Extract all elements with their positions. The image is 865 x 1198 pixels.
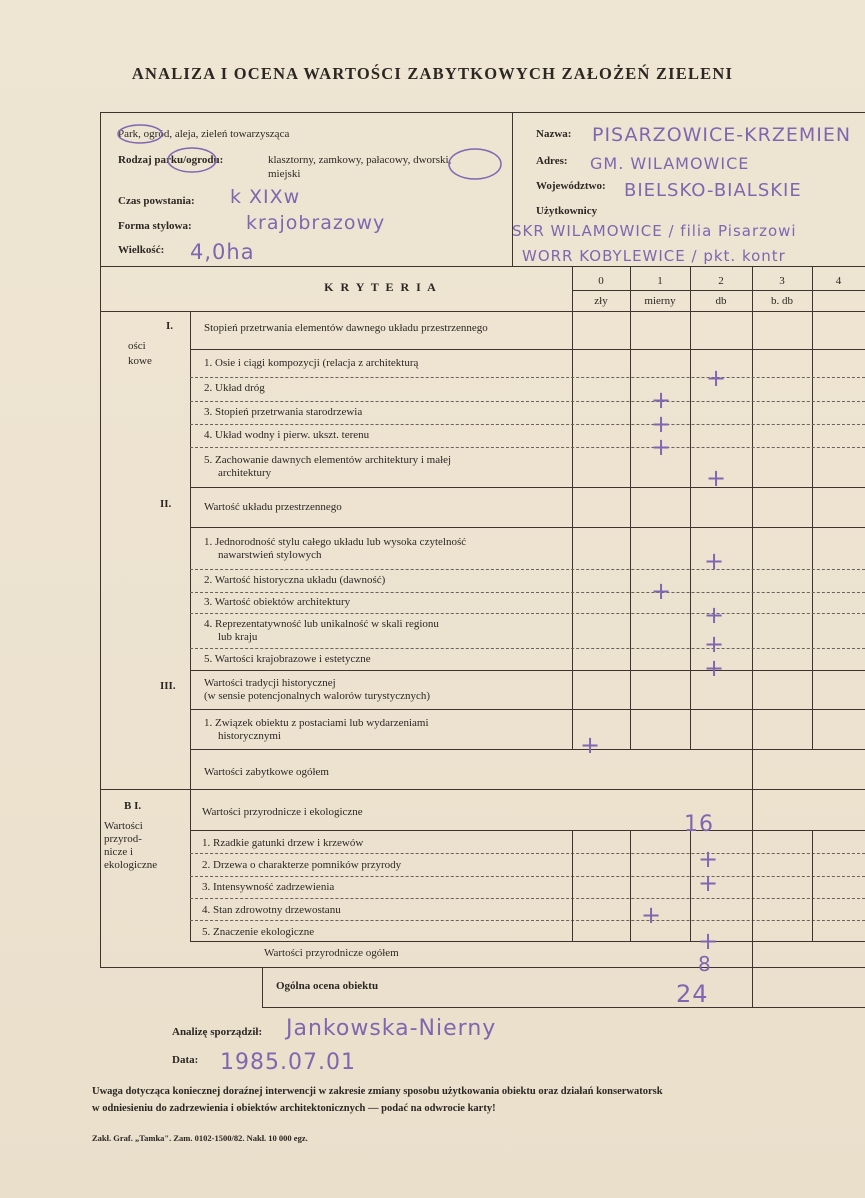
score-4-num: 4 — [835, 275, 842, 287]
handwritten-date: 1985.07.01 — [220, 1050, 356, 1075]
a1-row-1: 1. Osie i ciągi kompozycji (relacja z architekturą — [204, 357, 419, 369]
row-line — [190, 898, 865, 899]
row-line — [190, 613, 865, 614]
section-a3-heading-2: (w sensie potencjonalnych walorów turystycznych) — [204, 690, 431, 702]
row-line — [190, 569, 865, 570]
row-line — [190, 749, 865, 750]
mark-a2-4: + — [704, 630, 725, 658]
mark-a1-3: + — [651, 410, 672, 438]
a2-row-2: 2. Wartość historyczna układu (dawność) — [204, 574, 386, 586]
footer-note-1: Uwaga dotycząca koniecznej doraźnej interwencji w zakresie zmiany sposobu użytkowania obiektu oraz działań konserwatorsk — [92, 1086, 663, 1097]
section-b-side-2: przyrod- — [104, 833, 142, 845]
a1-row-4: 4. Układ wodny i pierw. ukszt. terenu — [204, 429, 370, 441]
column-line — [630, 830, 631, 941]
handwritten-circles — [110, 120, 530, 190]
row-line — [190, 648, 865, 649]
mark-b-3: + — [641, 901, 662, 929]
score-1-label: mierny — [644, 295, 676, 307]
section-b-heading: Wartości przyrodnicze i ekologiczne — [202, 806, 363, 818]
row-line — [190, 876, 865, 877]
row-line — [190, 853, 865, 854]
score-2-num: 2 — [718, 275, 724, 287]
przyrodnicze-total-label: Wartości przyrodnicze ogółem — [264, 947, 399, 959]
adres-label: Adres: — [536, 155, 568, 167]
section-a3-roman: III. — [160, 680, 176, 692]
handwritten-czas: k XIXw — [230, 186, 301, 208]
handwritten-uzytkownicy-1: SKR WILAMOWICE / filia Pisarzowi — [512, 222, 797, 240]
a2-row-5: 5. Wartości krajobrazowe i estetyczne — [204, 653, 371, 665]
uzytkownicy-label: Użytkownicy — [536, 205, 598, 217]
a2-row-1: 1. Jednorodność stylu całego układu lub wysoka czytelność — [204, 536, 467, 548]
section-a2-roman: II. — [160, 498, 172, 510]
column-line — [262, 967, 263, 1007]
a1-row-3: 3. Stopień przetrwania starodrzewia — [204, 406, 363, 418]
zabytkowe-total-label: Wartości zabytkowe ogółem — [204, 766, 329, 778]
score-header-divider — [572, 290, 865, 291]
column-line — [812, 830, 813, 941]
mark-a1-2: + — [651, 386, 672, 414]
a2-row-3: 3. Wartość obiektów architektury — [204, 596, 351, 608]
mark-a3-1: + — [580, 731, 601, 759]
mark-b-2: + — [698, 869, 719, 897]
handwritten-wielkosc: 4,0ha — [190, 240, 255, 264]
column-line — [572, 830, 573, 941]
handwritten-nazwa: PISARZOWICE-KRZEMIEN — [592, 124, 852, 146]
handwritten-zabytkowe-total: 16 — [684, 812, 714, 837]
mark-b-4: + — [698, 927, 719, 955]
table-left-border — [100, 112, 101, 967]
mark-a2-3: + — [704, 601, 725, 629]
col-1-left — [630, 266, 631, 749]
section-a2-heading: Wartość układu przestrzennego — [204, 501, 342, 513]
header-top-border — [100, 112, 865, 113]
footer-note-2: w odniesieniu do zadrzewienia i obiektów architektonicznych — podać na odwrocie karty! — [92, 1103, 496, 1114]
a2-row-1-cont: nawarstwień stylowych — [218, 549, 322, 561]
a2-row-4: 4. Reprezentatywność lub unikalność w skali regionu — [204, 618, 439, 630]
header-row-bottom — [100, 311, 865, 312]
section-a1-roman: I. — [166, 320, 174, 332]
score-3-label: b. db — [771, 295, 793, 307]
score-0-num: 0 — [598, 275, 604, 287]
a3-row-1-cont: historycznymi — [218, 730, 281, 742]
mark-a1-5: + — [706, 464, 727, 492]
column-line — [752, 749, 753, 789]
section-a3-heading-1: Wartości tradycji historycznej — [204, 677, 336, 689]
form-title: ANALIZA I OCENA WARTOŚCI ZABYTKOWYCH ZAŁOŻEŃ ZIELENI — [131, 64, 734, 83]
col-4-left — [812, 266, 813, 749]
col-3-left — [752, 266, 753, 749]
mark-a1-4: + — [651, 433, 672, 461]
handwritten-wojewodztwo: BIELSKO-BIALSKIE — [624, 180, 802, 201]
handwritten-signature: Jankowska-Nierny — [286, 1016, 497, 1041]
printer-info: Zakł. Graf. „Tamka". Zam. 0102-1500/82. Nakł. 10 000 egz. — [92, 1133, 308, 1143]
row-line — [190, 670, 865, 671]
handwritten-przyrodnicze-total: 8 — [698, 952, 712, 976]
section-a-side-2: kowe — [128, 355, 152, 367]
row-line — [190, 447, 865, 448]
row-line — [190, 941, 865, 942]
score-3-num: 3 — [779, 275, 785, 287]
nazwa-label: Nazwa: — [536, 128, 572, 140]
mark-a2-1: + — [704, 547, 725, 575]
a1-row-2: 2. Układ dróg — [204, 382, 265, 394]
a1-row-5-cont: architektury — [218, 467, 272, 479]
forma-label: Forma stylowa: — [118, 220, 192, 232]
row-line — [262, 1007, 865, 1008]
section-b-side-1: Wartości — [104, 820, 143, 832]
rodzaj-options: klasztorny, zamkowy, pałacowy, dworski, — [268, 154, 452, 166]
mark-a2-5: + — [704, 654, 725, 682]
rodzaj-label: Rodzaj parku/ogrodu: — [118, 154, 224, 166]
a3-row-1: 1. Związek obiektu z postaciami lub wydarzeniami — [204, 717, 429, 729]
kryteria-header: K R Y T E R I A — [324, 280, 438, 294]
wielkosc-label: Wielkość: — [118, 244, 165, 256]
section-a-side-1: ości — [128, 340, 146, 352]
park-label: Park, ogród, aleja, zieleń towarzysząca — [118, 128, 290, 140]
analize-label: Analizę sporządził: — [172, 1026, 263, 1038]
row-line — [190, 401, 865, 402]
rodzaj-options-2: miejski — [268, 168, 301, 180]
row-line — [190, 709, 865, 710]
column-line — [752, 967, 753, 1007]
wojewodztwo-label: Województwo: — [536, 180, 606, 192]
column-line — [690, 830, 691, 941]
row-line — [190, 377, 865, 378]
criteria-left-border-b — [190, 789, 191, 941]
header-bottom-border — [100, 266, 865, 267]
data-label: Data: — [172, 1054, 199, 1066]
handwritten-ogolna-total: 24 — [676, 980, 709, 1008]
mark-a1-1: + — [706, 364, 727, 392]
section-a1-heading: Stopień przetrwania elementów dawnego układu przestrzennego — [204, 322, 488, 334]
b-row-2: 2. Drzewa o charakterze pomników przyrody — [202, 859, 402, 871]
row-line — [100, 789, 865, 790]
row-line — [190, 487, 865, 488]
score-2-label: db — [715, 295, 727, 307]
b-row-1: 1. Rzadkie gatunki drzew i krzewów — [202, 837, 364, 849]
col-2-left — [690, 266, 691, 749]
row-line — [190, 920, 865, 921]
b-row-4: 4. Stan zdrowotny drzewostanu — [202, 904, 341, 916]
row-line — [190, 592, 865, 593]
czas-label: Czas powstania: — [118, 195, 195, 207]
mark-b-1: + — [698, 845, 719, 873]
b-row-5: 5. Znaczenie ekologiczne — [202, 926, 315, 938]
score-1-num: 1 — [657, 275, 663, 287]
a1-row-5: 5. Zachowanie dawnych elementów architektury i małej — [204, 454, 452, 466]
row-line — [100, 967, 865, 968]
a2-row-4-cont: lub kraju — [218, 631, 258, 643]
row-line — [190, 830, 865, 831]
row-line — [190, 424, 865, 425]
section-b-side-4: ekologiczne — [104, 859, 158, 871]
section-b-roman: B I. — [124, 800, 142, 812]
column-line — [190, 749, 191, 789]
mark-a2-2: + — [651, 577, 672, 605]
section-b-side-3: nicze i — [104, 846, 134, 858]
score-0-label: zły — [594, 295, 608, 307]
handwritten-uzytkownicy-2: WORR KOBYLEWICE / pkt. kontr — [522, 247, 786, 265]
col-0-left — [572, 266, 573, 749]
column-line — [752, 789, 753, 967]
handwritten-forma: krajobrazowy — [246, 212, 386, 234]
row-line — [190, 527, 865, 528]
ogolna-ocena-label: Ogólna ocena obiektu — [276, 980, 379, 992]
handwritten-adres: GM. WILAMOWICE — [590, 154, 750, 173]
b-row-3: 3. Intensywność zadrzewienia — [202, 881, 335, 893]
row-line — [190, 349, 865, 350]
